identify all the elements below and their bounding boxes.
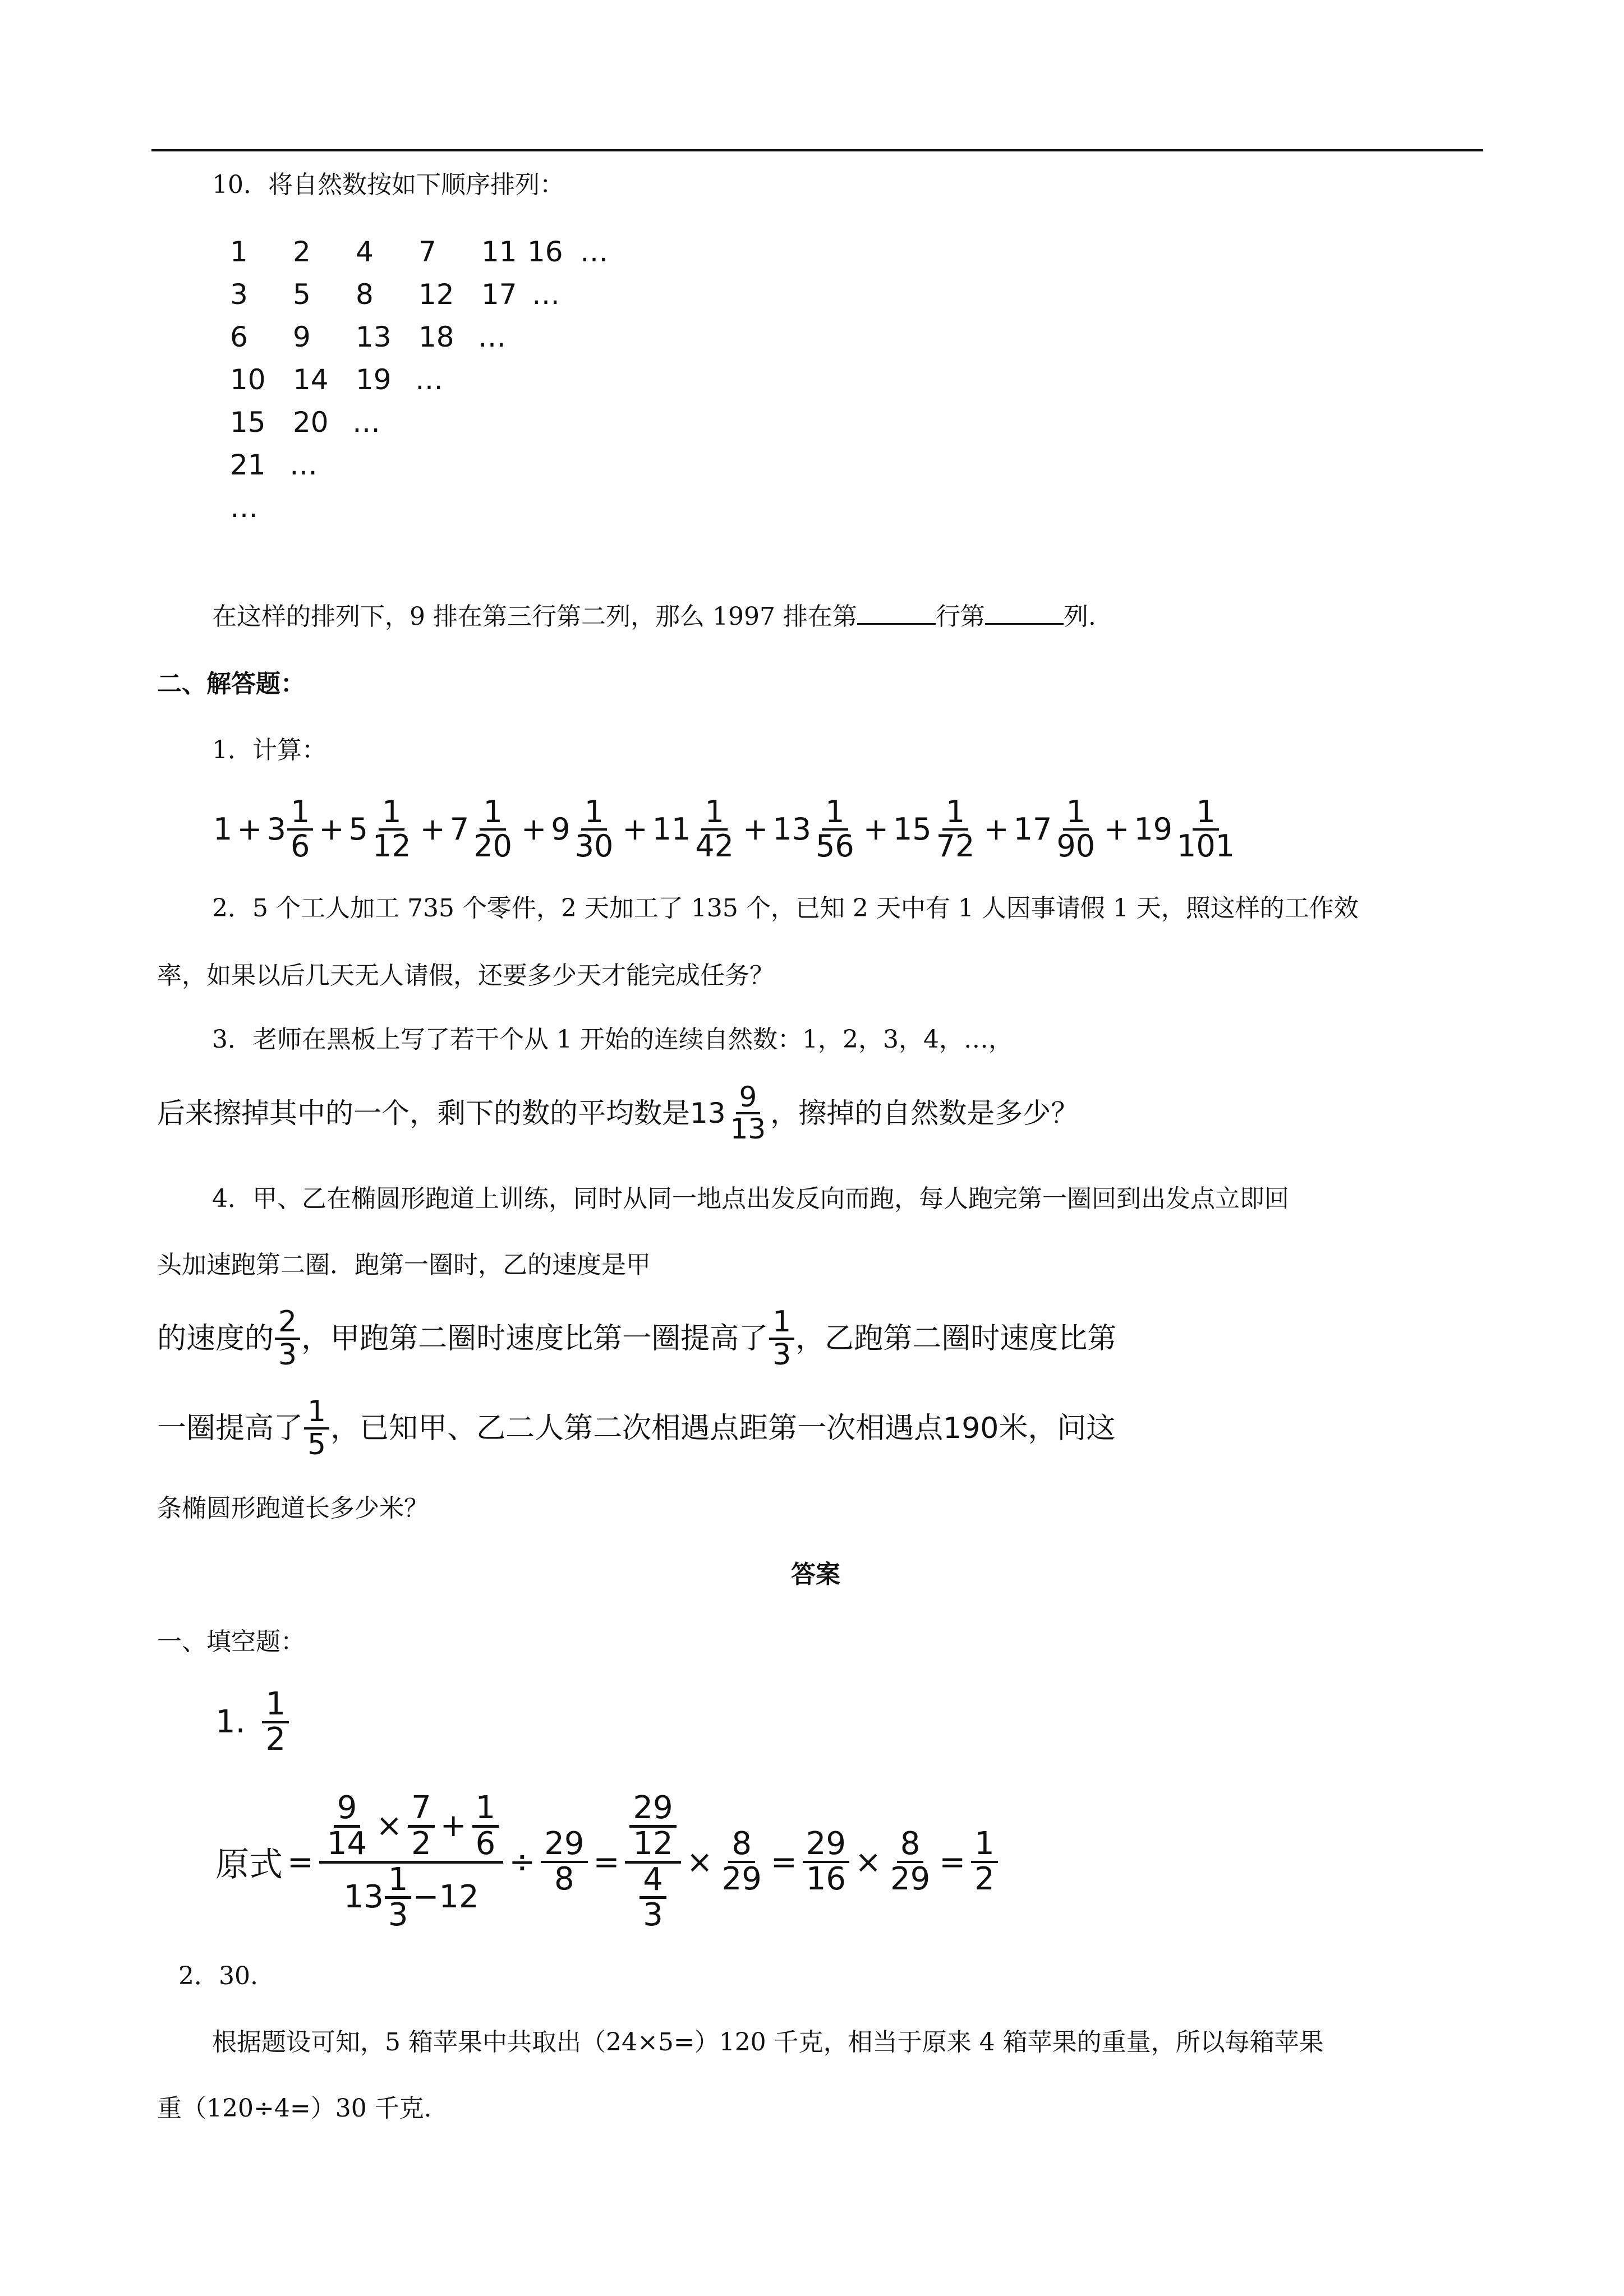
- equals-sign: =: [939, 1843, 966, 1880]
- a1-lead: 原式: [215, 1845, 283, 1884]
- fraction-denominator: 12: [372, 828, 411, 864]
- q10-title: 10．将自然数按如下顺序排列：: [212, 170, 564, 199]
- q4-fraction-2-3: [275, 1307, 300, 1370]
- fraction-numerator: 1: [480, 796, 505, 831]
- grid-cell: 1: [230, 236, 248, 268]
- mixed-fraction: [692, 796, 737, 862]
- answers-heading: 答案: [791, 1560, 840, 1589]
- grid-cell: …: [580, 236, 608, 268]
- fraction-denominator: 29: [721, 1861, 762, 1897]
- grid-cell: 3: [230, 278, 248, 311]
- fraction-7-2: [408, 1789, 435, 1862]
- fraction-29-16: [803, 1825, 849, 1897]
- grid-cell: …: [289, 449, 318, 481]
- fraction-denominator: 2: [974, 1861, 995, 1897]
- fraction-denominator: 2: [411, 1825, 431, 1862]
- q4-fraction-1-5: [304, 1396, 329, 1460]
- q10-question-part: 列.: [1063, 602, 1096, 631]
- q3-line2: [157, 1082, 1079, 1144]
- times-sign: ×: [855, 1843, 881, 1880]
- fraction-denominator: 3: [278, 1338, 297, 1372]
- grid-cell: 10: [230, 363, 266, 396]
- fraction-numerator: 1: [581, 796, 607, 831]
- a1-answer: [215, 1688, 290, 1756]
- plus-sign: +: [420, 812, 445, 847]
- q3-text: 后来擦掉其中的一个，剩下的数的平均数是: [157, 1096, 690, 1129]
- mixed-whole: 7: [449, 812, 470, 847]
- grid-cell: 6: [230, 321, 248, 353]
- header-rule: [151, 149, 1483, 151]
- q1-expression: [213, 796, 1239, 862]
- mixed-whole: 19: [1134, 812, 1173, 847]
- fraction-numerator: 1: [769, 1307, 794, 1340]
- mixed-fraction: [1174, 796, 1238, 862]
- equals-sign: =: [287, 1843, 314, 1880]
- plus-sign: +: [622, 812, 648, 847]
- grid-cell: 2: [293, 236, 311, 268]
- mixed-whole: 13: [343, 1879, 384, 1916]
- equals-sign: =: [770, 1843, 797, 1880]
- grid-cell: 7: [418, 236, 436, 268]
- expr-lead: 1: [213, 812, 233, 847]
- fraction-1-6: [472, 1789, 499, 1862]
- a1-derivation: [215, 1778, 999, 1946]
- a1-fraction: [262, 1688, 289, 1756]
- fraction-numerator: 1: [304, 1396, 329, 1430]
- fraction-numerator: 8: [897, 1828, 924, 1863]
- q10-question-part: 在这样的排列下，9 排在第三行第二列，那么 1997 排在第: [212, 602, 857, 631]
- q3-fraction: [727, 1082, 770, 1144]
- fraction-denominator: 3: [772, 1338, 792, 1372]
- plus-sign: +: [319, 812, 344, 847]
- fraction-numerator: 4: [640, 1864, 666, 1899]
- grid-cell: 15: [230, 406, 266, 439]
- mixed-whole: 3: [266, 812, 286, 847]
- answers-section1: 一、填空题：: [157, 1628, 305, 1656]
- fraction-numerator: 8: [728, 1828, 755, 1863]
- mixed-whole: 11: [652, 812, 691, 847]
- minus-term: −12: [412, 1879, 479, 1916]
- grid-cell: 4: [356, 236, 374, 268]
- q4-text: ，乙跑第二圈时速度比第: [795, 1321, 1117, 1356]
- fraction-denominator: 5: [307, 1427, 326, 1461]
- q3-line1: 3．老师在黑板上写了若干个从 1 开始的连续自然数：1，2，3，4，…，: [212, 1025, 1013, 1054]
- grid-cell: 18: [418, 321, 454, 353]
- plus-sign: +: [1104, 812, 1130, 847]
- compound-numerator: [625, 1789, 680, 1864]
- fraction-numerator: 1: [385, 1864, 412, 1899]
- answer-blank-row: [857, 601, 936, 625]
- q4-line1: 4．甲、乙在椭圆形跑道上训练，同时从同一地点出发反向而跑，每人跑完第一圈回到出发点立即回: [212, 1184, 1289, 1213]
- fraction-1-3: [385, 1861, 412, 1934]
- fraction-numerator: 9: [736, 1082, 761, 1114]
- times-sign: ×: [376, 1807, 403, 1844]
- q4-fraction-1-3: [769, 1307, 794, 1370]
- fraction-denominator: 6: [290, 828, 310, 864]
- mixed-fraction: [287, 796, 313, 862]
- grid-cell: 16: [527, 236, 563, 268]
- fraction-numerator: 9: [334, 1792, 361, 1828]
- mixed-whole: 13: [772, 812, 811, 847]
- grid-cell: 11: [481, 236, 517, 268]
- q4-line4: [157, 1396, 1115, 1460]
- q2-line2: 率，如果以后几天无人请假，还要多少天才能完成任务？: [157, 961, 774, 990]
- fraction-numerator: 7: [408, 1792, 435, 1828]
- grid-cell: …: [230, 491, 258, 524]
- grid-cell: …: [532, 278, 560, 311]
- grid-cell: 8: [356, 278, 374, 311]
- q4-text: ，已知甲、乙二人第二次相遇点距第一次相遇点190米，问这: [330, 1411, 1116, 1445]
- plus-sign: +: [237, 812, 263, 847]
- fraction-numerator: 1: [1063, 796, 1089, 831]
- q4-text: 的速度的: [157, 1321, 274, 1356]
- fraction-29-12: [629, 1789, 676, 1862]
- fraction-denominator: 12: [633, 1825, 673, 1862]
- fraction-numerator: 1: [1193, 796, 1218, 831]
- equals-sign: =: [593, 1843, 620, 1880]
- a2-line1: 根据题设可知，5 箱苹果中共取出（24×5=）120 千克，相当于原来 4 箱苹果的重量，所以每箱苹果: [212, 2028, 1324, 2057]
- mixed-whole: 15: [892, 812, 932, 847]
- grid-cell: 9: [293, 321, 311, 353]
- plus-sign: +: [983, 812, 1009, 847]
- mixed-fraction: [933, 796, 978, 862]
- fraction-denominator: 90: [1056, 828, 1096, 864]
- fraction-denominator: 42: [695, 828, 734, 864]
- plus-sign: +: [743, 812, 769, 847]
- fraction-denominator: 2: [265, 1721, 286, 1758]
- grid-cell: 20: [293, 406, 329, 439]
- a1-label: 1.: [215, 1704, 246, 1741]
- fraction-numerator: 1: [822, 796, 848, 831]
- fraction-1-2: [971, 1825, 998, 1897]
- q2-line1: 2．5 个工人加工 735 个零件，2 天加工了 135 个，已知 2 天中有 1 人因事请假 1 天，照这样的工作效: [212, 894, 1359, 923]
- fraction-numerator: 2: [275, 1307, 300, 1340]
- grid-cell: 5: [293, 278, 311, 311]
- fraction-denominator: 6: [475, 1825, 496, 1862]
- fraction-numerator: 1: [701, 796, 727, 831]
- fraction-denominator: 16: [806, 1861, 846, 1897]
- fraction-denominator: 3: [643, 1897, 663, 1934]
- fraction-29-8: [541, 1825, 587, 1897]
- q10-question-part: 行第: [935, 602, 985, 631]
- plus-sign: +: [440, 1807, 467, 1844]
- grid-cell: 21: [230, 449, 266, 481]
- q4-line2: 头加速跑第二圈．跑第一圈时，乙的速度是甲: [157, 1251, 651, 1279]
- fraction-9-14: [324, 1789, 370, 1862]
- plus-sign: +: [521, 812, 547, 847]
- fraction-denominator: 30: [574, 828, 614, 864]
- a2-line2: 重（120÷4=）30 千克.: [157, 2094, 432, 2123]
- mixed-fraction: [369, 796, 415, 862]
- fraction-denominator: 72: [936, 828, 975, 864]
- fraction-8-29: [887, 1825, 933, 1897]
- fraction-numerator: 1: [942, 796, 968, 831]
- fraction-numerator: 1: [287, 796, 313, 831]
- fraction-denominator: 101: [1177, 828, 1235, 864]
- mixed-fraction: [1053, 796, 1098, 862]
- compound-denominator: [635, 1861, 671, 1934]
- fraction-numerator: 29: [541, 1828, 587, 1863]
- mixed-whole: 9: [551, 812, 571, 847]
- q3-mixed-whole: 13: [690, 1096, 726, 1129]
- fraction-denominator: 3: [388, 1897, 408, 1934]
- grid-cell: …: [415, 363, 443, 396]
- fraction-numerator: 29: [803, 1828, 849, 1863]
- q4-text: 一圈提高了: [157, 1411, 303, 1445]
- plus-sign: +: [863, 812, 889, 847]
- mixed-fraction: [572, 796, 617, 862]
- fraction-denominator: 20: [473, 828, 512, 864]
- compound-numerator: [319, 1789, 503, 1864]
- mixed-whole: 17: [1013, 812, 1052, 847]
- q1-title: 1．计算：: [212, 736, 326, 764]
- mixed-fraction: [812, 796, 858, 862]
- fraction-4-3: [640, 1861, 666, 1934]
- mixed-whole: 5: [348, 812, 368, 847]
- grid-cell: …: [352, 406, 380, 439]
- grid-cell: 17: [481, 278, 517, 311]
- grid-cell: 14: [293, 363, 329, 396]
- a2-label: 2．30.: [178, 1962, 258, 1990]
- q4-line3: [157, 1307, 1116, 1370]
- fraction-numerator: 1: [379, 796, 404, 831]
- q4-line5: 条椭圆形跑道长多少米？: [157, 1494, 429, 1523]
- fraction-denominator: 14: [326, 1825, 367, 1862]
- grid-cell: 19: [356, 363, 392, 396]
- divide-sign: ÷: [509, 1843, 536, 1880]
- fraction-denominator: 29: [890, 1861, 931, 1897]
- grid-cell: 13: [356, 321, 392, 353]
- grid-cell: 12: [418, 278, 454, 311]
- compound-fraction-2: [625, 1789, 680, 1934]
- q10-question: [212, 600, 1096, 634]
- answer-blank-col: [985, 601, 1064, 625]
- q4-text: ，甲跑第二圈时速度比第一圈提高了: [301, 1321, 769, 1356]
- fraction-numerator: 1: [262, 1688, 289, 1723]
- q3-text: ，擦掉的自然数是多少？: [770, 1096, 1079, 1129]
- fraction-numerator: 1: [971, 1828, 998, 1863]
- compound-fraction: [319, 1789, 503, 1934]
- fraction-denominator: 8: [554, 1861, 574, 1897]
- mixed-fraction: [470, 796, 516, 862]
- fraction-denominator: 56: [815, 828, 854, 864]
- fraction-denominator: 13: [730, 1112, 766, 1145]
- fraction-8-29: [719, 1825, 765, 1897]
- section2-heading: 二、解答题：: [157, 670, 305, 698]
- grid-cell: …: [478, 321, 506, 353]
- fraction-numerator: 29: [629, 1792, 676, 1828]
- times-sign: ×: [686, 1843, 713, 1880]
- fraction-numerator: 1: [472, 1792, 499, 1828]
- compound-denominator: [341, 1861, 482, 1934]
